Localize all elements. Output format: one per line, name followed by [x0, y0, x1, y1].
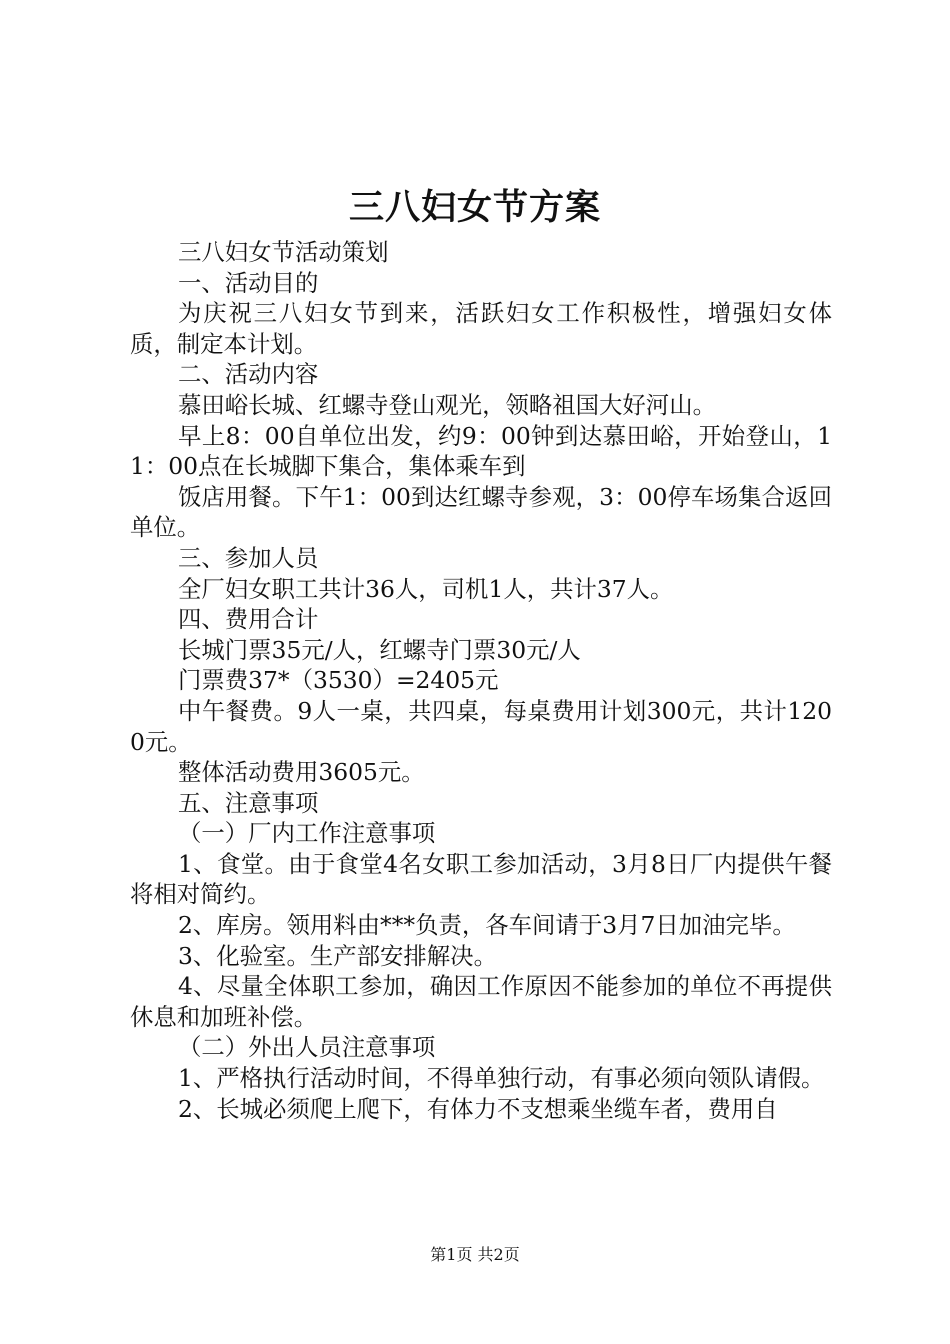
paragraph: 门票费37*（3530）=2405元: [178, 666, 499, 695]
paragraph: 中午餐费。9人一桌，共四桌，每桌费用计划300元，共计1200元。: [130, 696, 832, 756]
section-heading: 一、活动目的: [178, 268, 319, 297]
subsection-heading: （一）厂内工作注意事项: [178, 819, 436, 848]
paragraph: 三八妇女节活动策划: [178, 238, 389, 266]
paragraph: 慕田峪长城、红螺寺登山观光，领略祖国大好河山。: [178, 390, 716, 419]
list-item: 3、化验室。生产部安排解决。: [178, 941, 497, 970]
page-number: 第1页 共2页: [430, 1245, 520, 1264]
list-item: 4、尽量全体职工参加，确因工作原因不能参加的单位不再提供休息和加班补偿。: [130, 972, 832, 1031]
subsection-heading: （二）外出人员注意事项: [178, 1033, 436, 1062]
page-title: 三八妇女节方案: [348, 187, 601, 228]
paragraph: 长城门票35元/人，红螺寺门票30元/人: [178, 635, 581, 664]
paragraph: 为庆祝三八妇女节到来，活跃妇女工作积极性，增强妇女体质，制定本计划。: [130, 299, 832, 358]
section-heading: 三、参加人员: [178, 543, 319, 572]
paragraph: 饭店用餐。下午1：00到达红螺寺参观，3：00停车场集合返回单位。: [130, 482, 832, 542]
paragraph: 早上8：00自单位出发，约9：00钟到达慕田峪，开始登山，11：00点在长城脚下集合，集体乘车到: [130, 421, 832, 481]
section-heading: 五、注意事项: [178, 788, 319, 817]
list-item: 1、严格执行活动时间，不得单独行动，有事必须向领队请假。: [178, 1064, 825, 1093]
section-heading: 二、活动内容: [178, 360, 319, 389]
paragraph: 全厂妇女职工共计36人，司机1人，共计37人。: [178, 574, 674, 603]
list-item: 2、长城必须爬上爬下，有体力不支想乘坐缆车者，费用自: [178, 1094, 778, 1123]
paragraph: 整体活动费用3605元。: [178, 758, 425, 787]
document-body: [130, 237, 832, 1124]
list-item: 1、食堂。由于食堂4名女职工参加活动，3月8日厂内提供午餐将相对简约。: [130, 849, 832, 909]
list-item: 2、库房。领用料由***负责，各车间请于3月7日加油完毕。: [178, 911, 796, 940]
section-heading: 四、费用合计: [178, 605, 319, 634]
